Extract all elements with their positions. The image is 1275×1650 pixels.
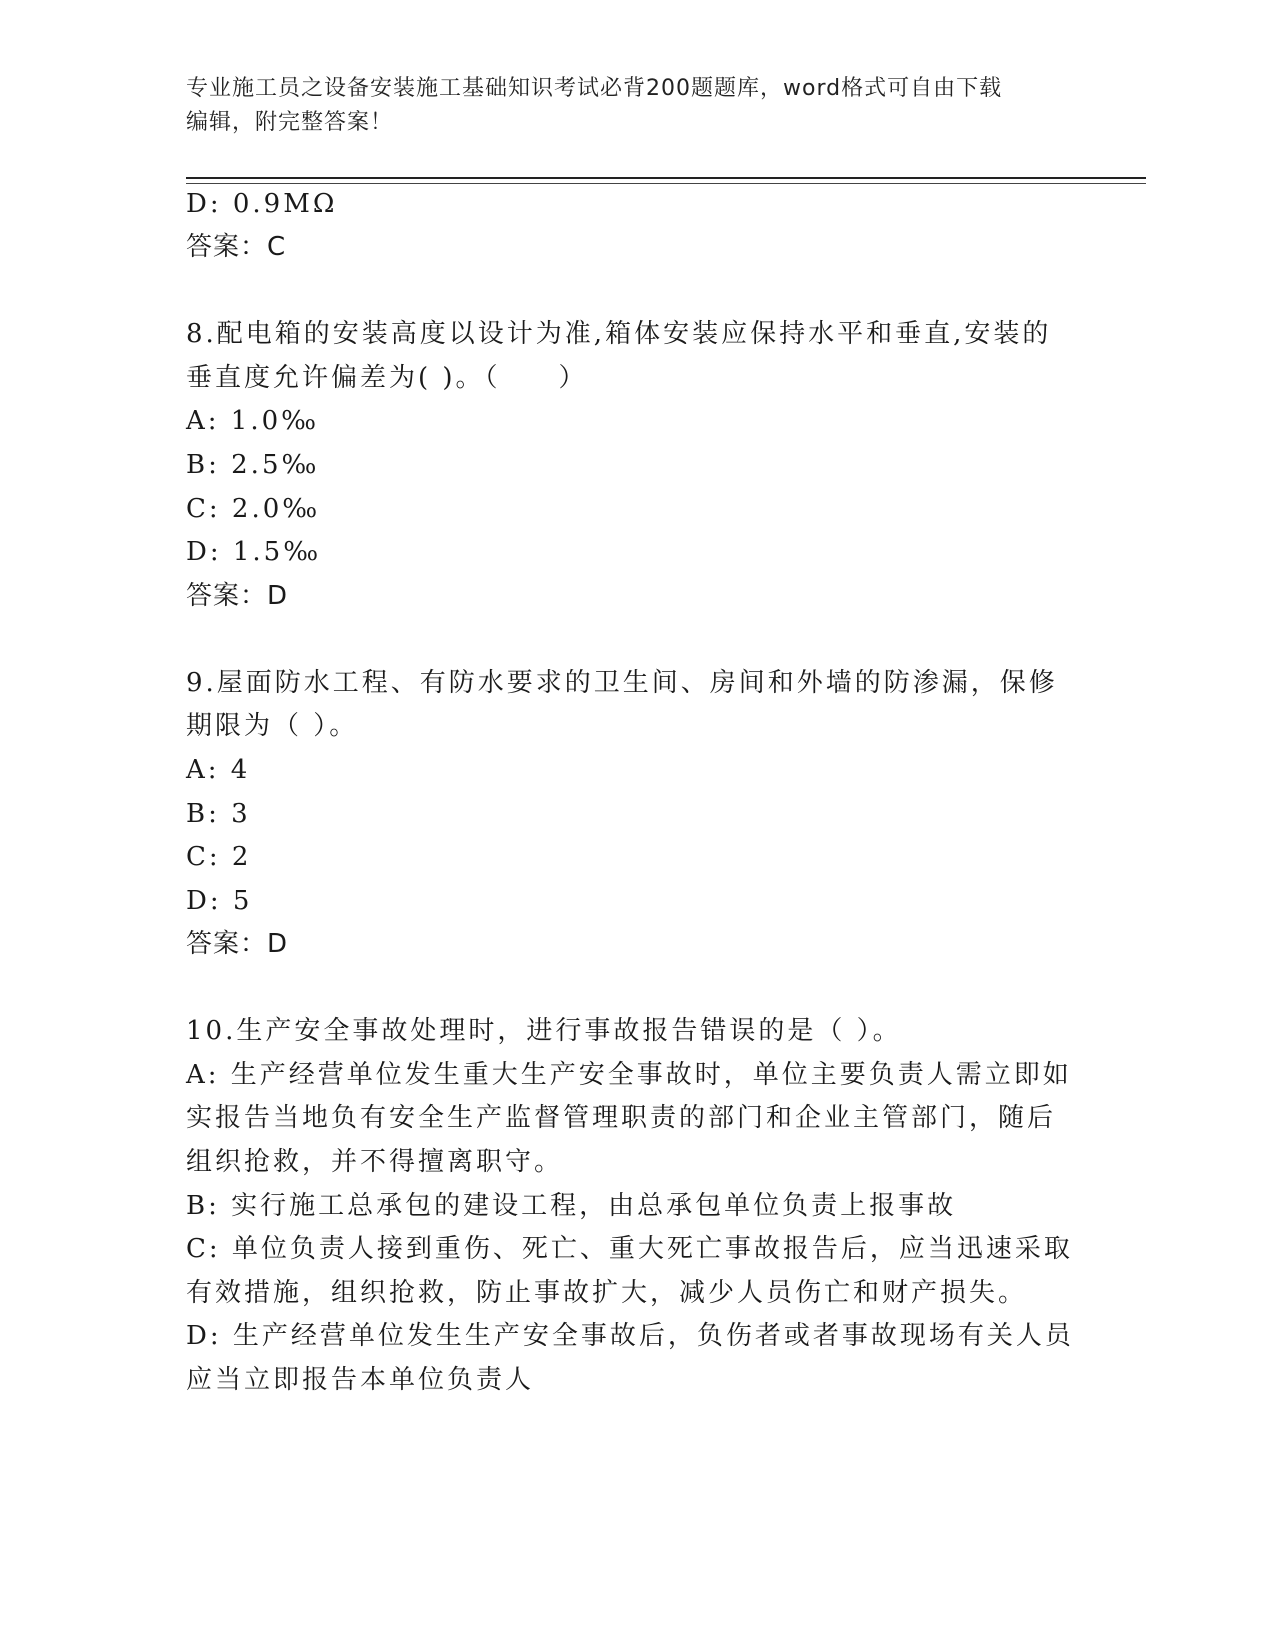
header-title-line-1: 专业施工员之设备安装施工基础知识考试必背200题题库，word格式可自由下载 [186, 76, 1003, 101]
q10-option-a-line-1: A: 生产经营单位发生重大生产安全事故时，单位主要负责人需立即如 [186, 1060, 1072, 1090]
q10-option-a-line-3: 组织抢救，并不得擅离职守。 [186, 1147, 564, 1177]
q9-option-a: A: 4 [186, 755, 251, 785]
q8-option-b: B: 2.5‰ [186, 450, 320, 480]
q8-stem-line-2: 垂直度允许偏差为( )。（ ） [186, 363, 588, 393]
q9-stem-line-1: 9.屋面防水工程、有防水要求的卫生间、房间和外墙的防渗漏，保修 [186, 668, 1058, 698]
q10-option-d-line-1: D: 生产经营单位发生生产安全事故后，负伤者或者事故现场有关人员 [186, 1321, 1074, 1351]
q8-answer: 答案：D [186, 581, 289, 611]
q10-option-d-line-2: 应当立即报告本单位负责人 [186, 1365, 535, 1395]
q10-option-c-line-2: 有效措施，组织抢救，防止事故扩大，减少人员伤亡和财产损失。 [186, 1278, 1028, 1308]
q9-option-b: B: 3 [186, 799, 251, 829]
q10-option-b-line-1: B: 实行施工总承包的建设工程，由总承包单位负责上报事故 [186, 1191, 957, 1221]
header-title-line-2: 编辑，附完整答案！ [186, 110, 394, 135]
q10-option-c-line-1: C: 单位负责人接到重伤、死亡、重大死亡事故报告后，应当迅速采取 [186, 1234, 1073, 1264]
q10-option-a-line-2: 实报告当地负有安全生产监督管理职责的部门和企业主管部门，随后 [186, 1103, 1057, 1133]
q9-answer: 答案：D [186, 929, 289, 959]
q8-option-a: A: 1.0‰ [186, 406, 320, 436]
q8-option-c: C: 2.0‰ [186, 494, 321, 524]
q9-option-c: C: 2 [186, 842, 252, 872]
prev-option-d: D: 0.9MΩ [186, 189, 338, 219]
document-header [186, 72, 1066, 140]
q8-stem-line-1: 8.配电箱的安装高度以设计为准,箱体安装应保持水平和垂直,安装的 [186, 319, 1052, 349]
q9-stem-line-2: 期限为（ ）。 [186, 711, 359, 741]
q8-option-d: D: 1.5‰ [186, 537, 322, 567]
q10-stem-line-1: 10.生产安全事故处理时，进行事故报告错误的是（ ）。 [186, 1016, 902, 1046]
header-rule-thick [186, 177, 1146, 179]
prev-answer: 答案：C [186, 232, 287, 262]
header-rule-thin [186, 183, 1146, 184]
q9-option-d: D: 5 [186, 886, 253, 916]
